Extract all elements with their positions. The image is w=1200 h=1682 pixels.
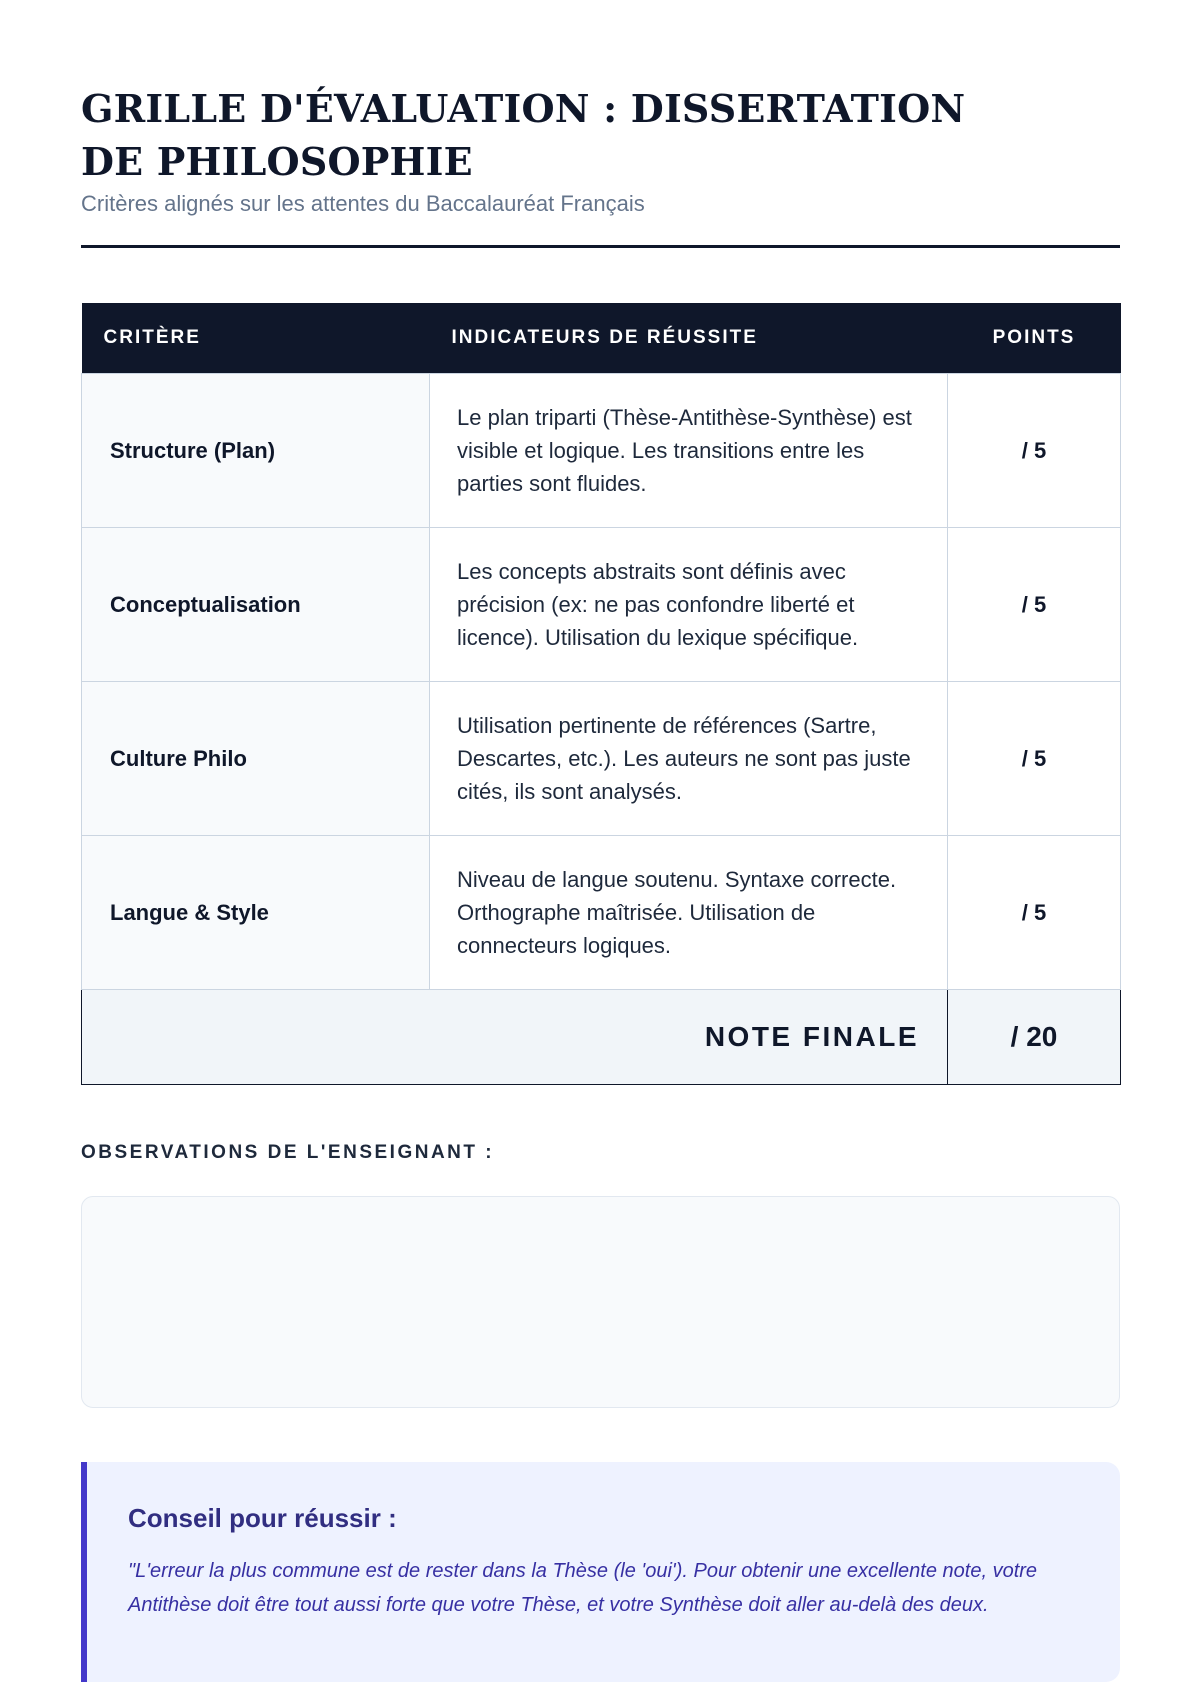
table-row bbox=[82, 374, 1121, 528]
criterion-cell: Langue & Style bbox=[82, 836, 430, 990]
points-cell: / 5 bbox=[948, 374, 1121, 528]
points-cell: / 5 bbox=[948, 528, 1121, 682]
advice-title: Conseil pour réussir : bbox=[128, 1503, 397, 1533]
total-row bbox=[82, 990, 1121, 1085]
indicators-cell: Le plan triparti (Thèse-Antithèse-Synthèse) est visible et logique. Les transitions entre les parties sont fluides. bbox=[430, 374, 948, 528]
criterion-cell: Conceptualisation bbox=[82, 528, 430, 682]
indicators-cell: Niveau de langue soutenu. Syntaxe correcte. Orthographe maîtrisée. Utilisation de connecteurs logiques. bbox=[430, 836, 948, 990]
advice-text: "L'erreur la plus commune est de rester dans la Thèse (le 'oui'). Pour obtenir une excellente note, votre Antithèse doit être tout aussi forte que votre Thèse, et votre Synthèse doit aller au-delà des deux. bbox=[128, 1560, 1038, 1616]
advice-callout bbox=[81, 1462, 1120, 1682]
criterion-cell: Structure (Plan) bbox=[82, 374, 430, 528]
table-header-row bbox=[82, 303, 1121, 374]
rubric-table bbox=[81, 303, 1121, 1085]
table-row bbox=[82, 836, 1121, 990]
column-header-indicators: INDICATEURS DE RÉUSSITE bbox=[430, 303, 948, 374]
table-row bbox=[82, 682, 1121, 836]
final-grade-points: / 20 bbox=[948, 990, 1121, 1085]
column-header-criterion: CRITÈRE bbox=[82, 303, 430, 374]
criterion-cell: Culture Philo bbox=[82, 682, 430, 836]
points-cell: / 5 bbox=[948, 836, 1121, 990]
observations-label: OBSERVATIONS DE L'ENSEIGNANT : bbox=[81, 1142, 495, 1163]
page-title: GRILLE D'ÉVALUATION : DISSERTATION DE PHILOSOPHIE bbox=[81, 86, 966, 184]
final-grade-label: NOTE FINALE bbox=[82, 990, 948, 1085]
observations-field[interactable] bbox=[81, 1196, 1120, 1408]
column-header-points: POINTS bbox=[948, 303, 1121, 374]
header-divider bbox=[81, 245, 1120, 248]
points-cell: / 5 bbox=[948, 682, 1121, 836]
table-row bbox=[82, 528, 1121, 682]
indicators-cell: Les concepts abstraits sont définis avec précision (ex: ne pas confondre liberté et licence). Utilisation du lexique spécifique. bbox=[430, 528, 948, 682]
indicators-cell: Utilisation pertinente de références (Sartre, Descartes, etc.). Les auteurs ne sont pas juste cités, ils sont analysés. bbox=[430, 682, 948, 836]
page-subtitle: Critères alignés sur les attentes du Baccalauréat Français bbox=[81, 191, 645, 216]
